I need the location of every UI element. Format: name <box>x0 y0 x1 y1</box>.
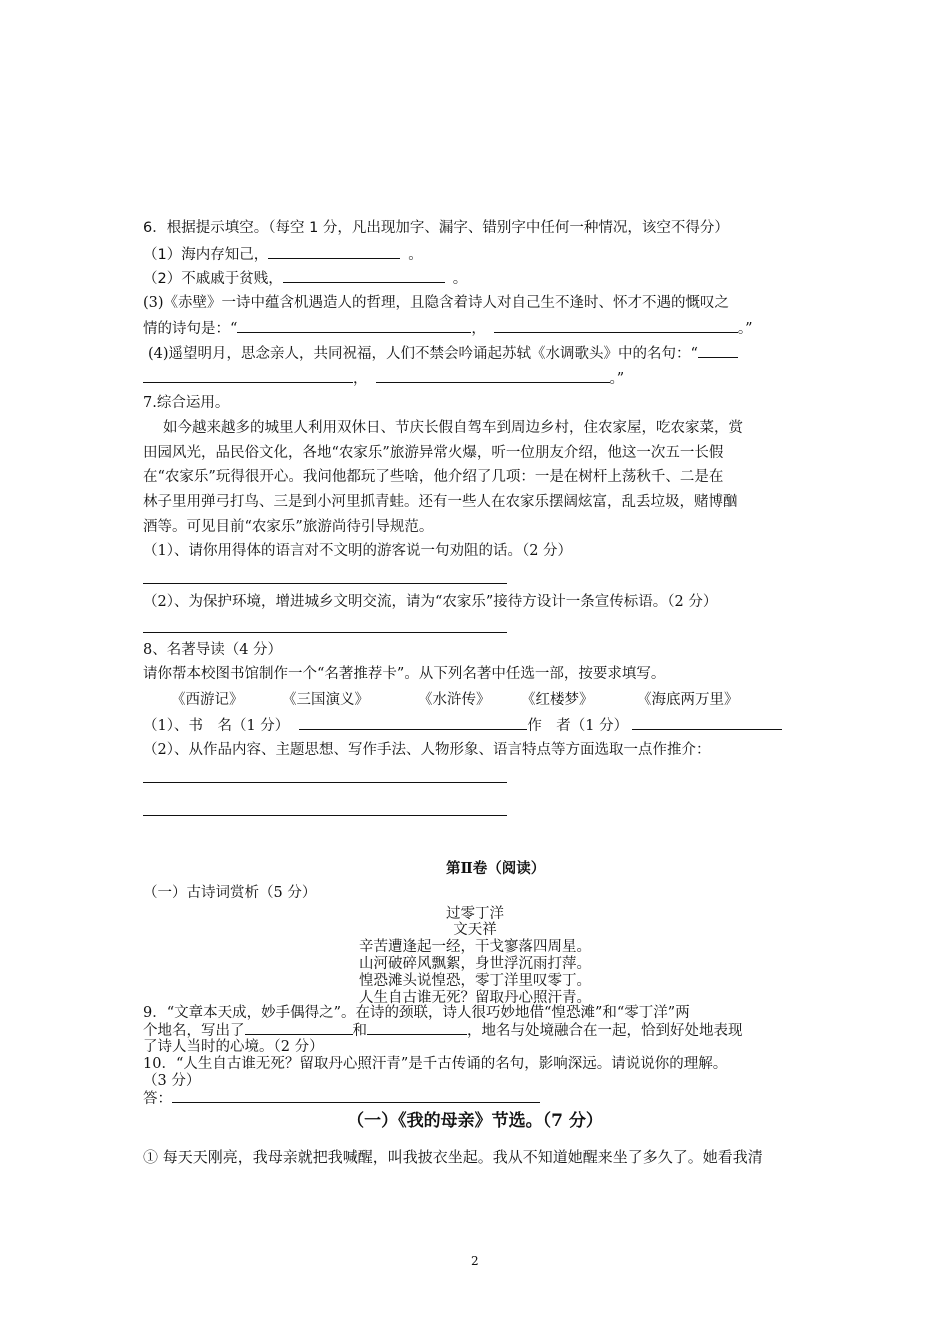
q9-blank2[interactable] <box>367 1022 467 1035</box>
q7-sub2: （2）、为保护环境，增进城乡文明交流，请为“农家乐”接待方设计一条宣传标语。（2 分） <box>143 594 718 610</box>
q6-item3-line1: (3)《赤壁》一诗中蕴含机遇造人的哲理，且隐含着诗人对自己生不逢时、怀才不遇的慨叹之 <box>143 295 730 311</box>
q9-line2 <box>143 1022 743 1040</box>
q6-item2 <box>143 268 467 289</box>
q6-item4-sep: ， <box>353 371 368 387</box>
q10-answer-label: 答： <box>143 1091 172 1107</box>
q7-sub1: （1）、请你用得体的语言对不文明的游客说一句劝阻的话。（2 分） <box>143 543 573 559</box>
q8-sub1-author-label: 作 者（1 分） <box>527 718 629 734</box>
q6-item4-line1 <box>148 343 738 364</box>
q6-item4-line2 <box>143 368 624 389</box>
q8-sub1-book-label: （1）、书 名（1 分） <box>143 718 290 734</box>
q6-item4-blank1b[interactable] <box>143 368 353 383</box>
section2-para1: ① 每天天刚亮，我母亲就把我喊醒，叫我披衣坐起。我从不知道她醒来坐了多久了。她看我清 <box>143 1148 763 1166</box>
q6-item1-end: 。 <box>408 247 423 263</box>
q7-sub1-answer-line[interactable] <box>143 583 507 584</box>
poem-line: 辛苦遭逢起一经，干戈寥落四周星。 <box>359 939 591 955</box>
q6-item3-end: 。” <box>737 321 753 337</box>
q7-para-line: 如今越来越多的城里人利用双休日、节庆长假自驾车到周边乡村，住农家屋，吃农家菜，赏 <box>163 420 743 436</box>
part2-section1: （一）古诗词赏析（5 分） <box>143 885 317 901</box>
q6-item2-blank[interactable] <box>283 268 445 283</box>
q8-book-blank[interactable] <box>299 715 527 730</box>
q6-item4-blank1a[interactable] <box>698 343 738 358</box>
q7-para-line: 在“农家乐”玩得很开心。我问他都玩了些啥，他介绍了几项：一是在树杆上荡秋千、二是在 <box>143 469 724 485</box>
poem-line: 惶恐滩头说惶恐，零丁洋里叹零丁。 <box>359 973 591 989</box>
q6-item3-blank1[interactable] <box>237 318 471 333</box>
poem-line: 人生自古谁无死？留取丹心照汗青。 <box>359 990 591 1006</box>
q7-para-line: 林子里用弹弓打鸟、三是到小河里抓青蛙。还有一些人在农家乐摆阔炫富，乱丢垃圾，赌博酗 <box>143 494 738 510</box>
q6-item2-end: 。 <box>452 271 468 287</box>
q6-item1-blank[interactable] <box>268 244 400 259</box>
q8-book: 《三国演义》 <box>282 692 369 708</box>
q6-title: 6．根据提示填空。（每空 1 分，凡出现加字、漏字、错别字中任何一种情况，该空不得分） <box>143 220 729 236</box>
q6-item3-text: 情的诗句是：“ <box>143 321 238 337</box>
q8-book: 《水浒传》 <box>418 692 491 708</box>
section2-heading: （一）《我的母亲》节选。（7 分） <box>347 1111 603 1131</box>
q6-item1-text: （1）海内存知己， <box>143 247 269 263</box>
q8-intro: 请你帮本校图书馆制作一个“名著推荐卡”。从下列名著中任选一部，按要求填写。 <box>143 666 666 682</box>
q6-item3-sep: ， <box>471 321 486 337</box>
q8-answer-line[interactable] <box>143 782 507 783</box>
q10-answer-blank[interactable] <box>172 1090 540 1103</box>
q7-title: 7.综合运用。 <box>143 395 230 411</box>
q7-sub2-answer-line[interactable] <box>143 632 507 633</box>
q9-and: 和 <box>352 1023 367 1039</box>
q8-sub2: （2）、从作品内容、主题思想、写作手法、人物形象、语言特点等方面选取一点作推介： <box>143 742 711 758</box>
q10-line1: 10．“人生自古谁无死？留取丹心照汗青”是千古传诵的名句，影响深远。请说说你的理解。 <box>143 1056 728 1072</box>
q6-item1 <box>143 244 423 265</box>
poem-author: 文天祥 <box>453 922 497 938</box>
page-number: 2 <box>471 1254 479 1268</box>
part2-heading: 第Ⅱ卷（阅读） <box>446 860 546 877</box>
q8-author-blank[interactable] <box>632 715 782 730</box>
q8-sub1 <box>143 715 782 736</box>
poem-line: 山河破碎风飘絮，身世浮沉雨打萍。 <box>359 956 591 972</box>
q8-answer-line[interactable] <box>143 815 507 816</box>
q8-book: 《西游记》 <box>171 692 244 708</box>
poem-title: 过零丁洋 <box>446 906 504 922</box>
q9-blank1[interactable] <box>245 1022 353 1035</box>
q8-book: 《红楼梦》 <box>521 692 594 708</box>
q6-item3-line2 <box>143 318 753 339</box>
q10-line2: （3 分） <box>143 1073 201 1089</box>
q6-item3-blank2[interactable] <box>494 318 738 333</box>
q6-item2-text: （2）不戚戚于贫贱， <box>143 271 283 287</box>
q6-item4-end: 。” <box>609 371 625 387</box>
q7-para-line: 田园风光，品民俗文化，各地“农家乐”旅游异常火爆，听一位朋友介绍，他这一次五一长假 <box>143 445 724 461</box>
q9-line3: 了诗人当时的心境。（2 分） <box>143 1039 324 1055</box>
q7-para-line: 酒等。可见目前“农家乐”旅游尚待引导规范。 <box>143 519 434 535</box>
q9-text-end: ，地名与处境融合在一起，恰到好处地表现 <box>467 1023 743 1039</box>
q9-line1: 9．“文章本天成，妙手偶得之”。在诗的颈联，诗人很巧妙地借“惶恐滩”和“零丁洋”两 <box>143 1005 690 1021</box>
q6-item4-text: (4)遥望明月，思念亲人，共同祝福，人们不禁会吟诵起苏轼《水调歌头》中的名句：“ <box>148 346 698 362</box>
q8-title: 8、名著导读（4 分） <box>143 642 283 658</box>
q9-text: 个地名，写出了 <box>143 1023 245 1039</box>
q6-item4-blank2[interactable] <box>376 368 610 383</box>
q8-book: 《海底两万里》 <box>637 692 739 708</box>
